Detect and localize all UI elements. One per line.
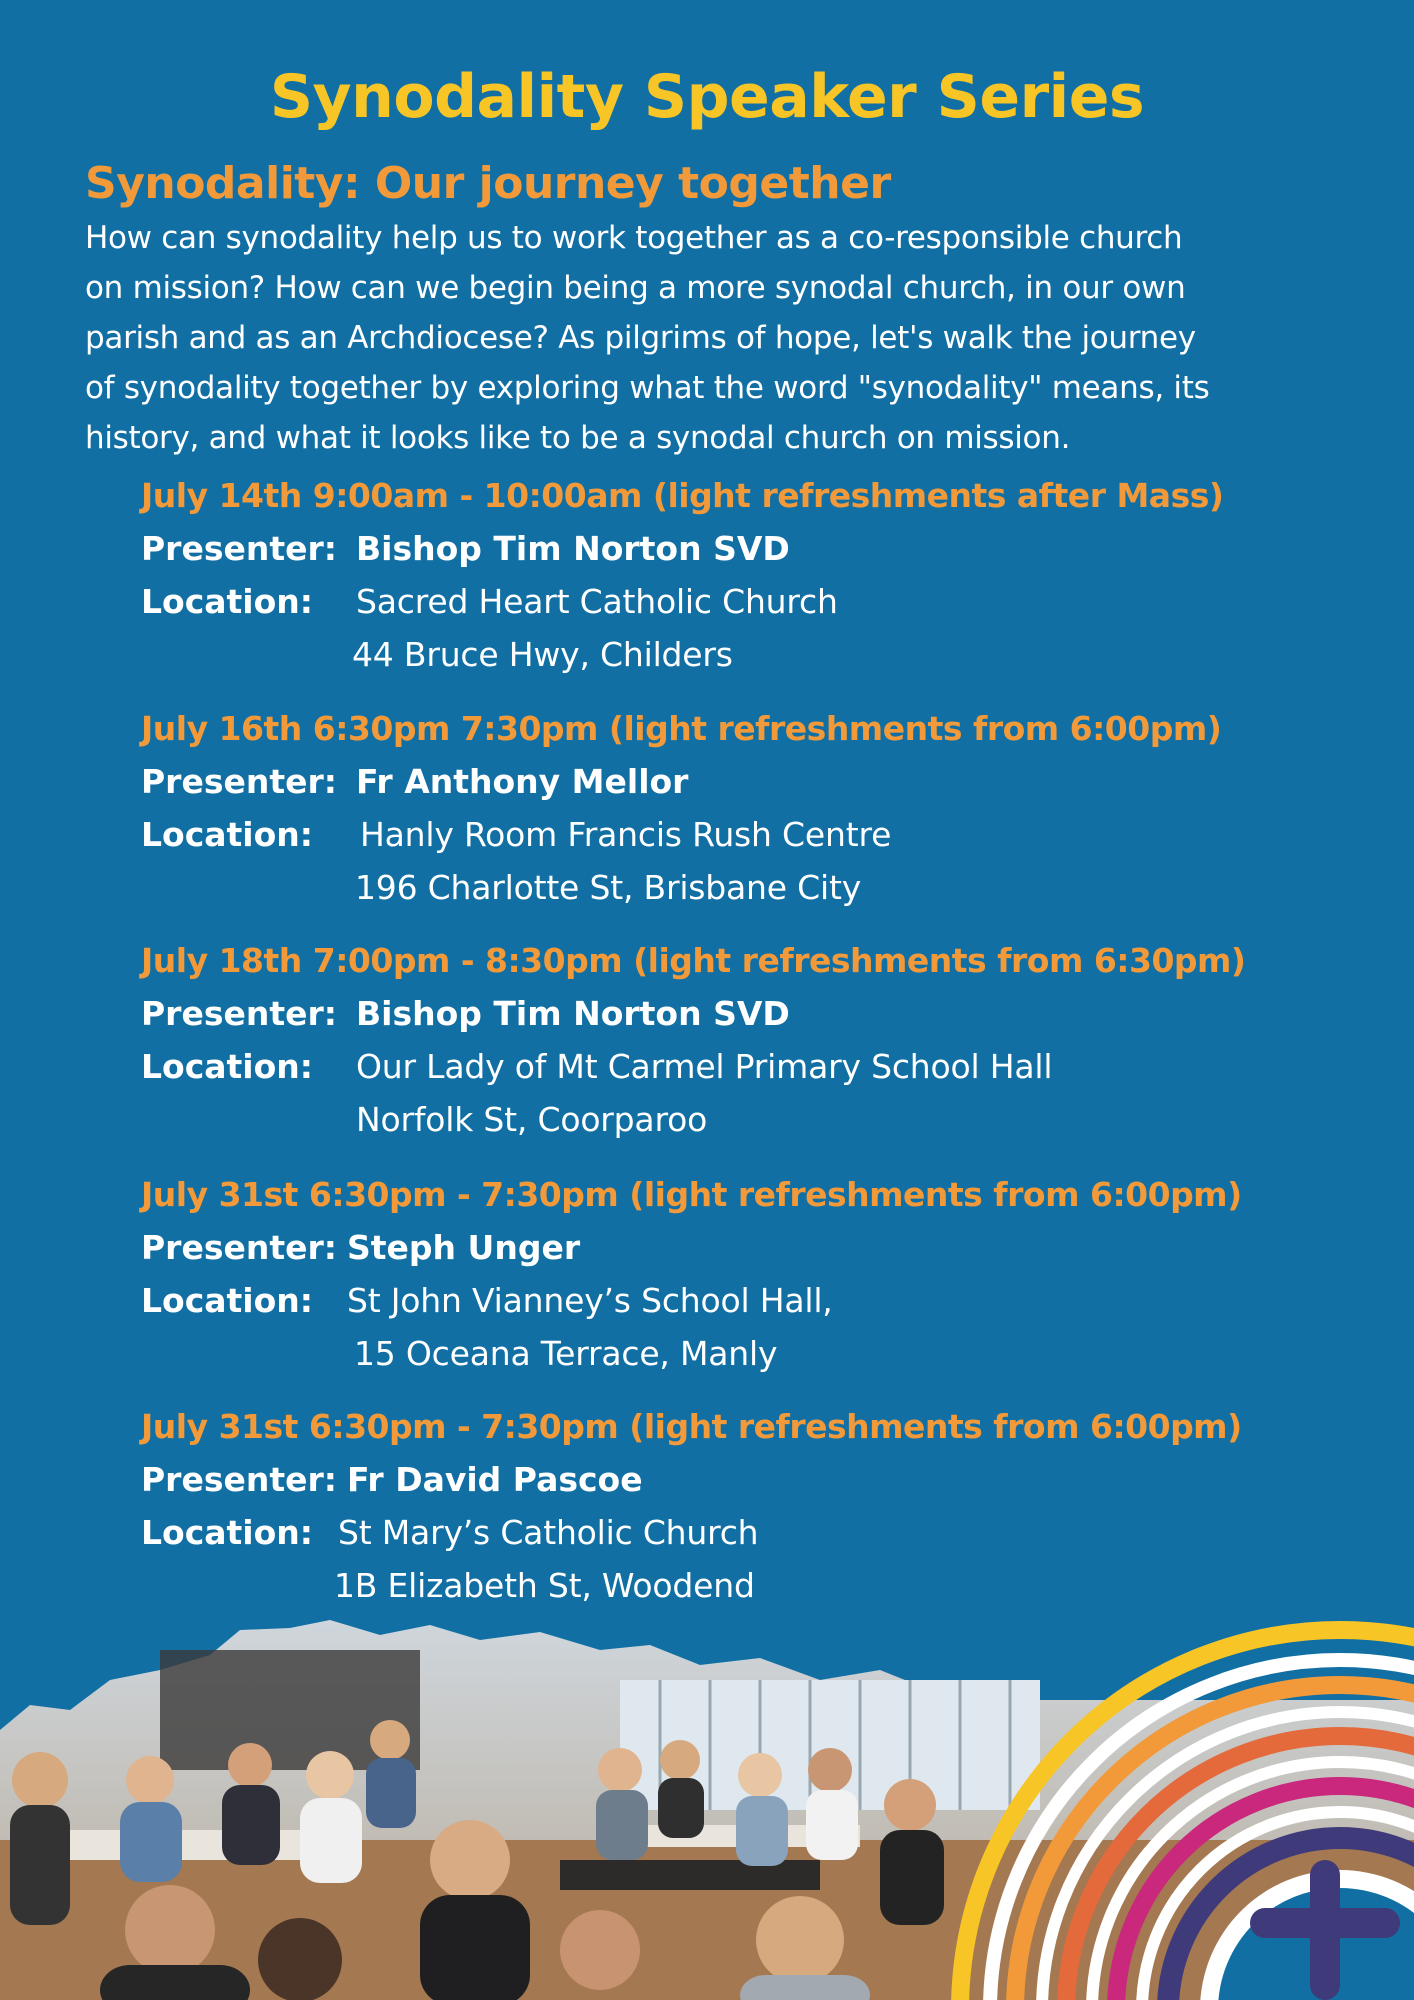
location-label: Location: — [141, 815, 313, 854]
location-venue: Our Lady of Mt Carmel Primary School Hall — [356, 1047, 1053, 1086]
event-date-time: July 16th 6:30pm 7:30pm (light refreshments from 6:00pm) — [141, 709, 1222, 748]
location-venue: St John Vianney’s School Hall, — [347, 1281, 833, 1320]
page-title: Synodality Speaker Series — [269, 62, 1145, 132]
presenter-label: Presenter: — [141, 994, 337, 1033]
presenter-name: Steph Unger — [347, 1228, 581, 1267]
event-date-time: July 14th 9:00am - 10:00am (light refreshments after Mass) — [141, 476, 1224, 515]
location-label: Location: — [141, 1047, 313, 1086]
presenter-label: Presenter: — [141, 762, 337, 801]
event-2 — [141, 703, 1341, 914]
location-venue: St Mary’s Catholic Church — [338, 1513, 759, 1552]
presenter-label: Presenter: — [141, 529, 337, 568]
location-label: Location: — [141, 1513, 313, 1552]
event-3 — [141, 935, 1341, 1146]
intro-paragraph: How can synodality help us to work together as a co-responsible church on mission? How can we begin being a more synodal church, in our own parish and as an Archdiocese? As pilgrims of hope, let's walk the journey of synodality together by exploring what the word "synodality" means, its history, and what it looks like to be a synodal church on mission. — [85, 220, 1210, 456]
event-1 — [141, 470, 1341, 681]
event-date-time: July 18th 7:00pm - 8:30pm (light refreshments from 6:30pm) — [141, 941, 1246, 980]
presenter-name: Fr Anthony Mellor — [356, 762, 689, 801]
location-address: 44 Bruce Hwy, Childers — [352, 635, 733, 674]
location-address: 15 Oceana Terrace, Manly — [354, 1334, 778, 1373]
presenter-name: Bishop Tim Norton SVD — [356, 529, 790, 568]
presenter-name: Bishop Tim Norton SVD — [356, 994, 790, 1033]
presenter-label: Presenter: — [141, 1460, 337, 1499]
presenter-label: Presenter: — [141, 1228, 337, 1267]
event-4 — [141, 1169, 1341, 1380]
page-subtitle: Synodality: Our journey together — [85, 158, 891, 209]
presenter-name: Fr David Pascoe — [347, 1460, 643, 1499]
location-label: Location: — [141, 1281, 313, 1320]
location-label: Location: — [141, 582, 313, 621]
location-venue: Hanly Room Francis Rush Centre — [360, 815, 892, 854]
event-date-time: July 31st 6:30pm - 7:30pm (light refreshments from 6:00pm) — [141, 1175, 1242, 1214]
archdiocese-logo — [950, 1590, 1414, 2000]
location-address: 1B Elizabeth St, Woodend — [334, 1566, 755, 1605]
location-address: Norfolk St, Coorparoo — [356, 1100, 708, 1139]
location-address: 196 Charlotte St, Brisbane City — [355, 868, 862, 907]
event-date-time: July 31st 6:30pm - 7:30pm (light refreshments from 6:00pm) — [141, 1407, 1242, 1446]
event-5 — [141, 1401, 1341, 1612]
location-venue: Sacred Heart Catholic Church — [356, 582, 838, 621]
